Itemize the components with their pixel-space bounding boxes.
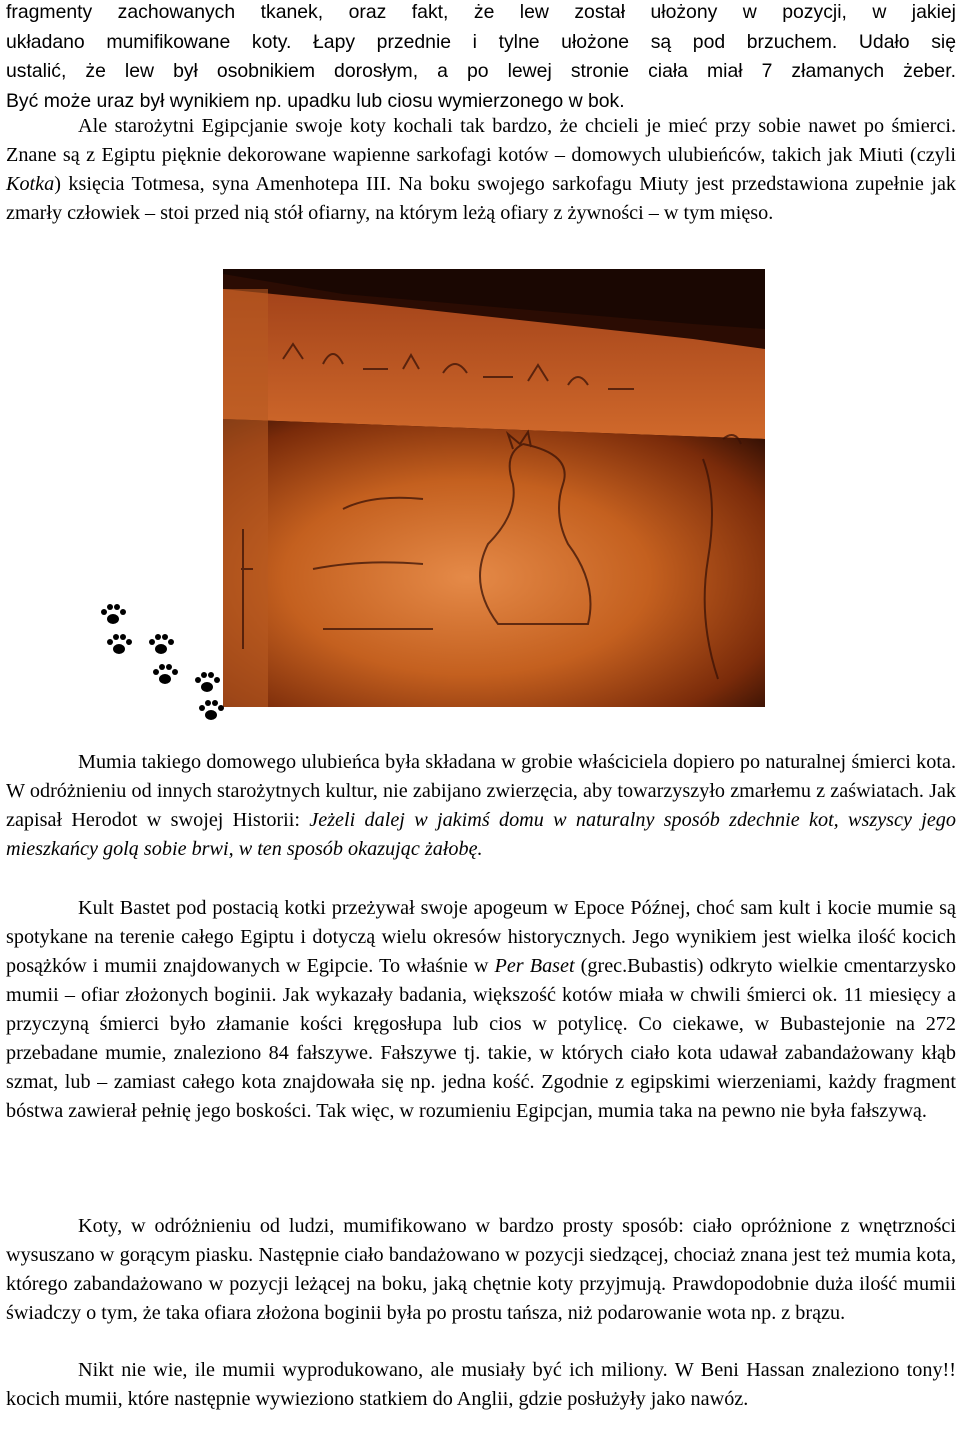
paw-print-icon <box>194 672 220 694</box>
intro-line-3: ustalić, że lew był osobnikiem dorosłym, a po lewej stronie ciała miał 7 złamanych żeber. <box>6 60 956 82</box>
intro-paragraph <box>6 0 956 116</box>
para1-italic-kotka: Kotka <box>6 173 55 195</box>
paw-print-icon <box>198 700 224 722</box>
para1-text-a: Ale starożytni Egipcjanie swoje koty kochali tak bardzo, że chcieli je mieć przy sobie nawet po śmierci. Znane są z Egiptu pięknie dekorowane wapienne sarkofagi kotów – domowych ulubieńców, takich jak Miuti (czyli <box>6 115 956 166</box>
sarcophagus-photo <box>223 269 765 707</box>
para3-text-b: (grec.Bubastis) odkryto wielkie cmentarzysko mumii – ofiar złożonych boginii. Jak wykazały badania, większość kotów miała w chwili śmierci ok. 11 miesięcy a przyczyną śmierci było złamanie kości kręgosłupa lub cios w potylicę. Co ciekawe, w Bubastejonie na 272 przebadane mumie, znaleziono 84 fałszywe. Fałszywe tj. takie, w których ciało kota udawał zabandażowany kłąb szmat, lub – zamiast całego kota znajdowała się np. jedna kość. Zgodnie z egipskimi wierzeniami, każdy fragment bóstwa zawierał pełnię jego boskości. Tak więc, w rozumieniu Egipcjan, mumia taka na pewno nie była fałszywą. <box>6 955 956 1122</box>
paw-print-icon <box>148 634 174 656</box>
para3-italic-per-baset: Per Baset <box>494 955 575 977</box>
paw-print-icon <box>100 604 126 626</box>
paragraph-beni-hassan: Nikt nie wie, ile mumii wyprodukowano, ale musiały być ich miliony. W Beni Hassan znaleziono tony!! kocich mumii, które następnie wywieziono statkiem do Anglii, gdzie posłużyły jako nawóz. <box>6 1359 956 1410</box>
paragraph-sarcophagi <box>6 112 956 228</box>
intro-line-2: układano mumifikowane koty. Łapy przednie i tylne ułożone są pod brzuchem. Udało się <box>6 30 956 53</box>
paragraph-bastet-cult <box>6 894 956 1126</box>
paw-print-icon <box>152 664 178 686</box>
paragraph-herodotus <box>6 748 956 864</box>
paragraph-mummification: Koty, w odróżnieniu od ludzi, mumifikowano w bardzo prosty sposób: ciało opróżnione z wnętrzności wysuszano w gorącym piasku. Następnie ciało bandażowano w pozycji siedzącej, chociaż znana jest też mumia kota, którego zabandażowano w pozycji leżącej na boku, jaką chętnie koty przyjmują. Prawdopodobnie duża ilość mumii świadczy o tym, że taka ofiara złożona boginii była po prostu tańsza, niż podarowanie wota np. z brązu. <box>6 1215 956 1324</box>
intro-line-4: Być może uraz był wynikiem np. upadku lub ciosu wymierzonego w bok. <box>6 89 625 112</box>
intro-line-1: fragmenty zachowanych tkanek, oraz fakt, że lew został ułożony w pozycji, w jakiej <box>6 1 956 23</box>
paw-print-icon <box>106 634 132 656</box>
herodotus-quote: Jeżeli dalej w jakimś domu w naturalny sposób zdechnie kot, wszyscy jego mieszkańcy golą sobie brwi, w ten sposób okazując żałobę. <box>6 809 956 860</box>
para3-text-a: Kult Bastet pod postacią kotki przeżywał swoje apogeum w Epoce Późnej, choć sam kult i kocie mumie są spotykane na terenie całego Egiptu i dotyczą wielu okresów historycznych. Jego wynikiem jest wielka ilość kocich posążków i mumii znajdowanych w Egipcie. To właśnie w <box>6 897 956 977</box>
para1-text-b: ) księcia Totmesa, syna Amenhotepa III. Na boku swojego sarkofagu Miuty jest przedstawiona zupełnie jak zmarły człowiek – stoi przed nią stół ofiarny, na którym leżą ofiary z żywności – w tym mięso. <box>6 173 956 224</box>
para2-text: Mumia takiego domowego ulubieńca była składana w grobie właściciela dopiero po naturalnej śmierci kota. W odróżnieniu od innych starożytnych kultur, nie zabijano zwierzęcia, aby towarzyszyło zmarłemu z zaświatach. Jak zapisał Herodot w swojej Historii: <box>6 751 956 831</box>
